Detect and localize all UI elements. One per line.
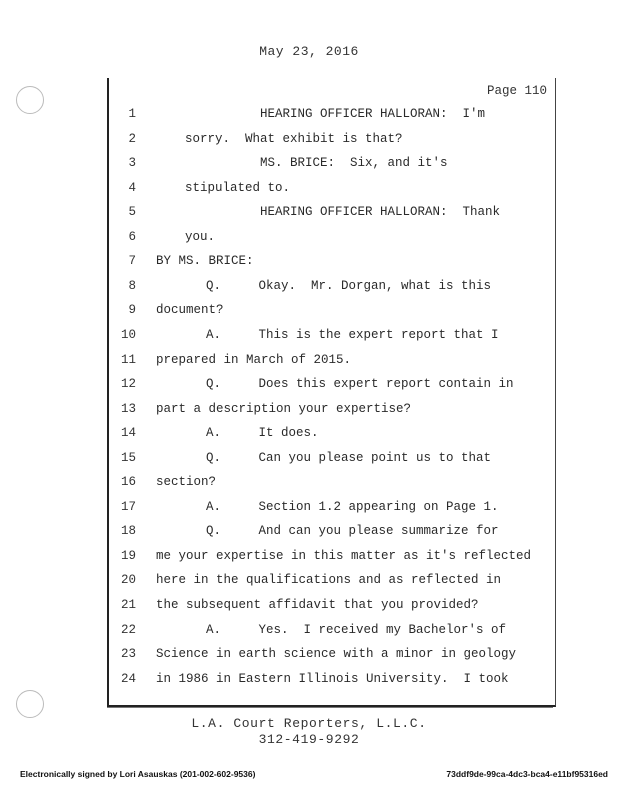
transcript-line	[109, 300, 555, 325]
transcript-line	[109, 472, 555, 497]
transcript-line	[109, 129, 555, 154]
line-text: A. It does.	[206, 426, 319, 441]
line-text: you.	[185, 229, 216, 244]
line-number: 11	[120, 352, 136, 367]
line-number: 20	[120, 573, 136, 588]
line-text: HEARING OFFICER HALLORAN: I'm	[260, 107, 486, 121]
line-number: 12	[120, 377, 136, 392]
line-number: 16	[120, 475, 136, 490]
line-text: in 1986 in Eastern Illinois University. I took	[156, 671, 509, 686]
transcript-line	[109, 644, 555, 669]
line-number: 3	[128, 156, 136, 171]
line-number: 17	[120, 499, 136, 514]
line-text: Q. Can you please point us to that	[206, 450, 492, 465]
transcript-line	[109, 350, 555, 375]
footer-company: L.A. Court Reporters, L.L.C.	[191, 716, 427, 731]
transcript-line	[109, 521, 555, 546]
line-text: Q. Does this expert report contain in	[206, 377, 514, 392]
line-number: 23	[120, 647, 136, 662]
line-text: Q. And can you please summarize for	[206, 524, 499, 539]
transcript-line	[109, 497, 555, 522]
line-text: MS. BRICE: Six, and it's	[260, 156, 448, 171]
line-text: section?	[156, 475, 217, 490]
binder-hole-top	[16, 86, 44, 114]
line-text: the subsequent affidavit that you provided?	[156, 598, 479, 612]
transcript-line	[109, 669, 555, 694]
line-text: BY MS. BRICE:	[156, 254, 254, 269]
line-number: 9	[128, 303, 136, 318]
line-text: sorry. What exhibit is that?	[185, 131, 403, 146]
line-text: Q. Okay. Mr. Dorgan, what is this	[206, 278, 492, 293]
line-text: Science in earth science with a minor in geology	[156, 647, 517, 662]
transcript-line	[109, 153, 555, 178]
transcript-line	[109, 178, 555, 203]
frame-bottom-rule	[107, 707, 553, 708]
line-text: document?	[156, 303, 224, 318]
line-number: 6	[128, 229, 136, 244]
line-text: prepared in March of 2015.	[156, 352, 352, 367]
line-text: A. Section 1.2 appearing on Page 1.	[206, 499, 499, 514]
line-number: 19	[120, 548, 136, 563]
line-number: 2	[128, 131, 136, 146]
transcript-line	[109, 251, 555, 276]
line-number: 14	[120, 426, 136, 441]
transcript-line	[109, 620, 555, 645]
document-date: May 23, 2016	[259, 44, 359, 59]
line-number: 5	[128, 205, 136, 220]
transcript-line	[109, 276, 555, 301]
transcript-line	[109, 202, 555, 227]
transcript-line	[109, 546, 555, 571]
transcript-line	[109, 595, 555, 620]
line-number: 7	[128, 254, 136, 269]
line-text: part a description your expertise?	[156, 401, 412, 416]
transcript-line	[109, 104, 555, 129]
line-number: 24	[120, 671, 136, 686]
line-number: 10	[120, 327, 136, 342]
document-hash: 73ddf9de-99ca-4dc3-bca4-e11bf95316ed	[446, 769, 608, 779]
line-number: 13	[120, 401, 136, 416]
line-number: 21	[120, 598, 136, 612]
transcript-line	[109, 227, 555, 252]
line-text: A. This is the expert report that I	[206, 327, 499, 342]
footer-phone: 312-419-9292	[258, 732, 360, 747]
line-number: 1	[128, 107, 136, 121]
line-number: 15	[120, 450, 136, 465]
line-text: A. Yes. I received my Bachelor's of	[206, 622, 507, 637]
binder-hole-bottom	[16, 690, 44, 718]
line-number: 22	[120, 622, 136, 637]
transcript-line	[109, 448, 555, 473]
line-number: 8	[128, 278, 136, 293]
transcript-line	[109, 325, 555, 350]
line-number: 18	[120, 524, 136, 539]
line-text: stipulated to.	[185, 180, 291, 195]
transcript-line	[109, 423, 555, 448]
page-number: Page 110	[486, 84, 547, 98]
line-text: me your expertise in this matter as it's reflected	[156, 548, 532, 563]
transcript-line	[109, 374, 555, 399]
electronic-signature: Electronically signed by Lori Asauskas (201-002-602-9536)	[20, 769, 256, 779]
transcript-frame	[107, 78, 556, 707]
transcript-line	[109, 570, 555, 595]
line-text: HEARING OFFICER HALLORAN: Thank	[260, 205, 501, 220]
line-number: 4	[128, 180, 136, 195]
transcript-line	[109, 399, 555, 424]
line-text: here in the qualifications and as reflected in	[156, 573, 502, 588]
